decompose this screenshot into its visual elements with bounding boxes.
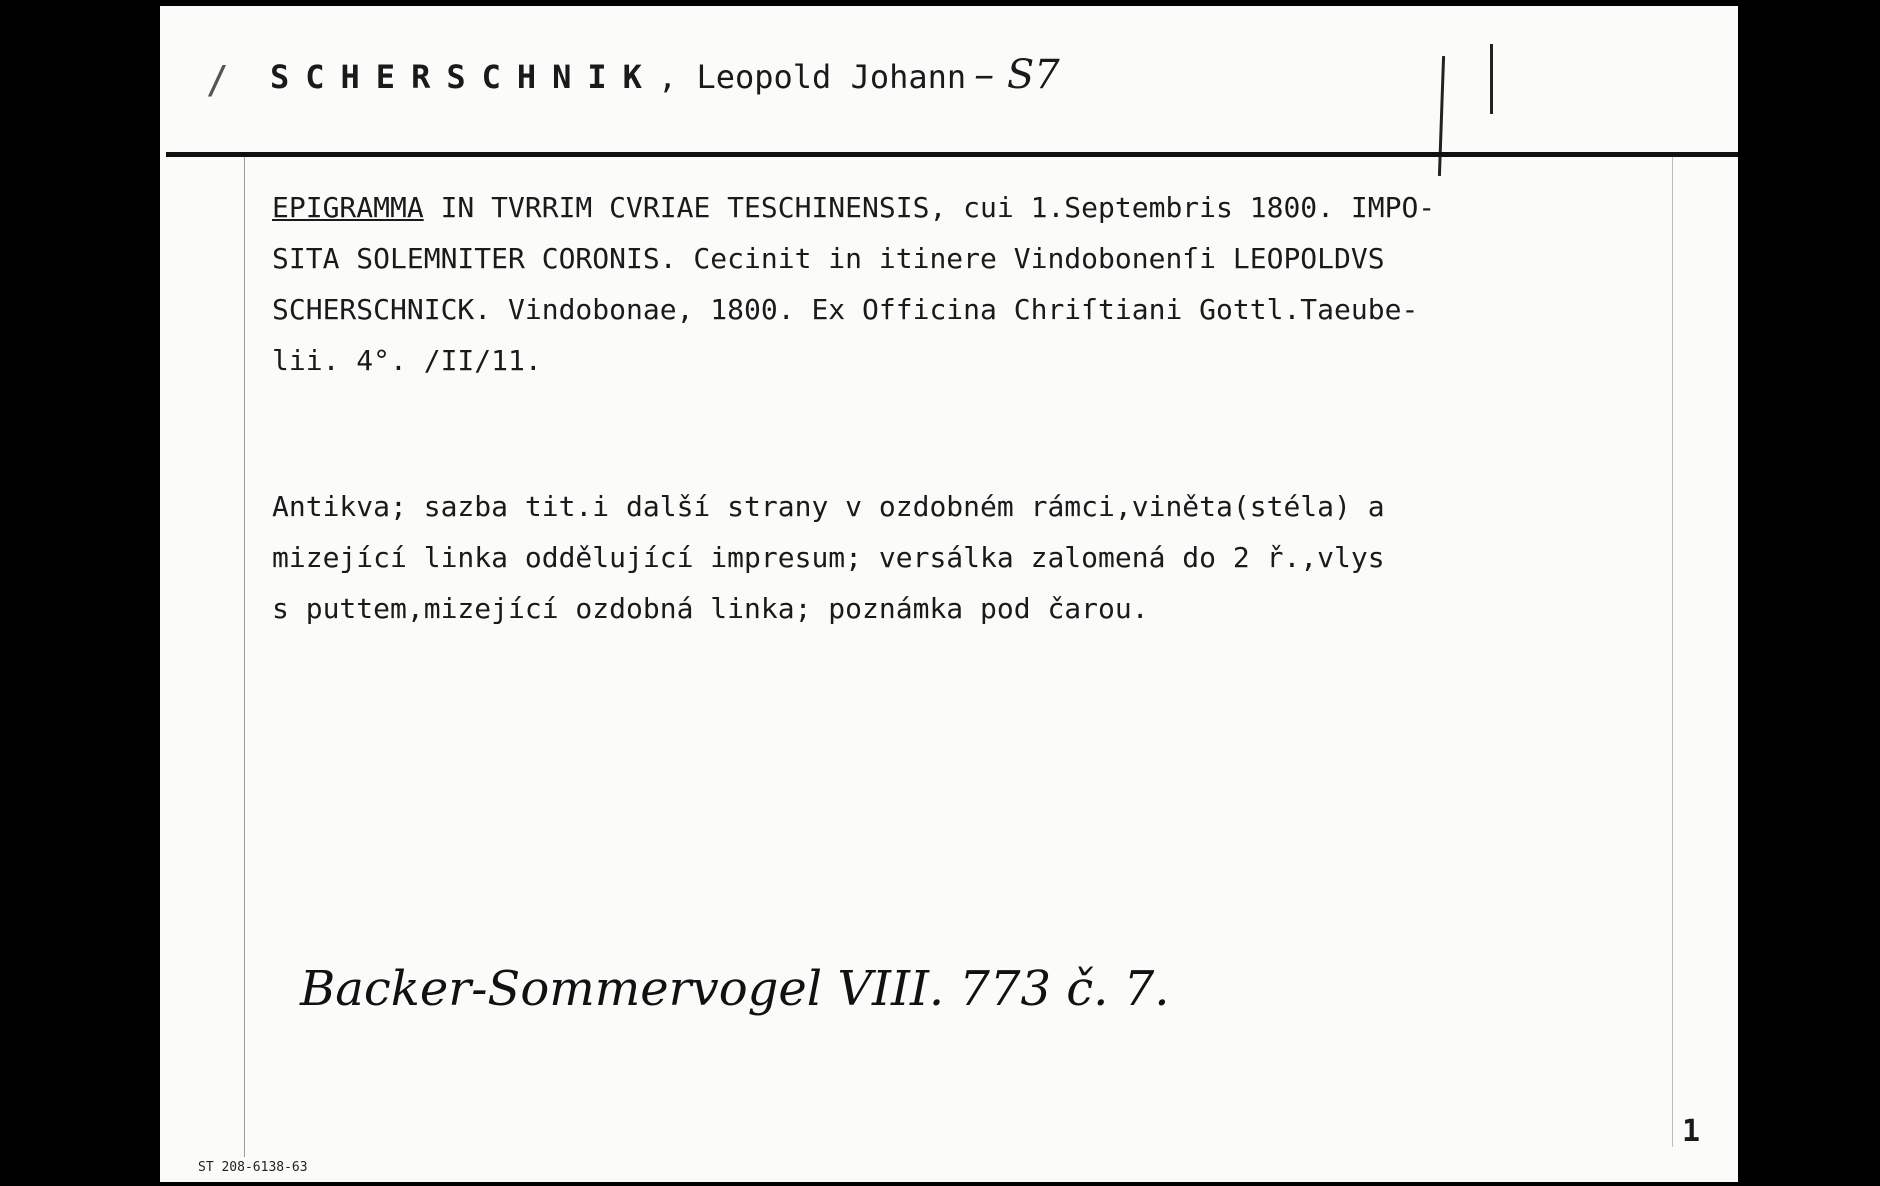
left-margin-line xyxy=(244,157,245,1157)
typographic-notes: Antikva; sazba tit.i další strany v ozdobném rámci,viněta(stéla) a mizející linka oddělující impresum; versálka zalomená do 2 ř.,vlys s puttem,mizející ozdobná linka; poznámka pod čarou. xyxy=(272,490,1385,625)
bibliographic-entry xyxy=(272,182,1652,386)
page-number: 1 xyxy=(1682,1114,1701,1149)
handwritten-suffix: – S7 xyxy=(974,52,1060,98)
author-surname: SCHERSCHNIK xyxy=(270,58,658,96)
entry-description: IN TVRRIM CVRIAE TESCHINENSIS, cui 1.Septembris 1800. IMPO- SITA SOLEMNITER CORONIS. Cecinit in itinere Vindobonenſi LEOPOLDVS SCHERSCHNICK. Vindobonae, 1800. Ex Officina Chriſtiani Gottl.Taeube- lii. 4°. /II/11. xyxy=(272,191,1436,377)
handwritten-reference: Backer-Sommervogel VIII. 773 č. 7. xyxy=(300,961,1170,1017)
header-rule xyxy=(166,152,1738,157)
entry-title-word: EPIGRAMMA xyxy=(272,191,424,224)
catalog-card xyxy=(160,6,1738,1182)
right-margin-line xyxy=(1672,157,1673,1147)
card-header xyxy=(270,52,1060,98)
handwritten-mark-secondary xyxy=(1490,44,1493,114)
footer-code: ST 208-6138-63 xyxy=(198,1160,308,1175)
author-given-names: , Leopold Johann xyxy=(657,58,967,96)
handwritten-mark xyxy=(1438,56,1445,176)
header-slash: / xyxy=(206,58,229,102)
